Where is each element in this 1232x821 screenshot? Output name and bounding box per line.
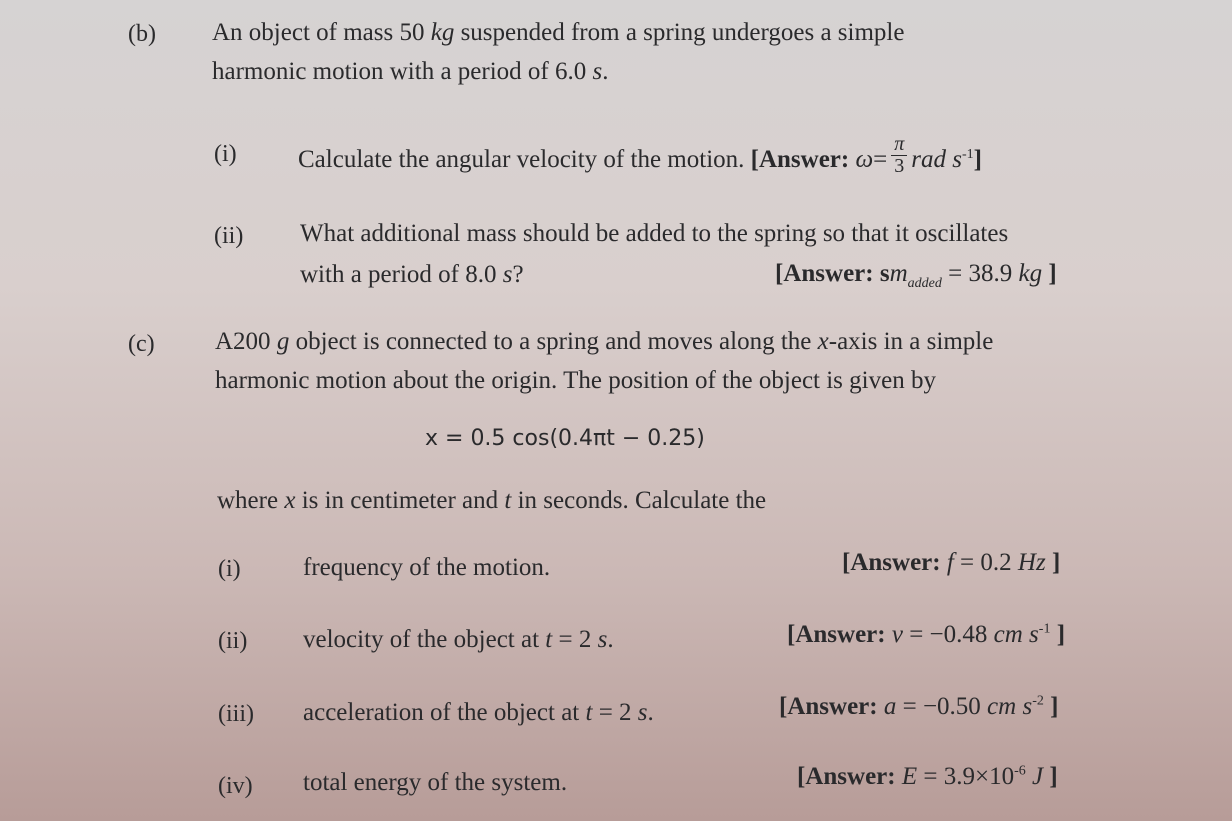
part-c-iv-label: (iv)	[218, 773, 253, 799]
part-c-stem-line2: harmonic motion about the origin. The position of the object is given by	[215, 367, 936, 394]
part-b-stem-line2: harmonic motion with a period of 6.0 s.	[212, 58, 609, 85]
part-c-ii-answer: [Answer: v = −0.48 cm $s^{-1}$ ]	[787, 621, 1066, 648]
part-c-i-question: frequency of the motion.	[303, 554, 551, 581]
part-b-ii-label: (ii)	[214, 223, 244, 249]
part-b-i-label: (i)	[214, 141, 237, 167]
position-equation: x = 0.5 cos(0.4πt − 0.25)	[425, 426, 705, 451]
part-b-i-question: Calculate the angular velocity of the motion. [Answer: ω= $\frac{\pi}{3}$ rad $s^{-1}$]	[298, 133, 982, 177]
part-c-ii-label: (ii)	[218, 628, 248, 654]
part-b-ii-question-line1: What additional mass should be added to the spring so that it oscillates	[300, 220, 1009, 247]
part-c-where-line: where x is in centimeter and t in seconds. Calculate the	[217, 487, 767, 514]
part-b-stem-line1: An object of mass 50 kg suspended from a spring undergoes a simple	[212, 19, 905, 46]
part-c-stem-line1: A200 g object is connected to a spring and moves along the x-axis in a simple	[215, 328, 994, 355]
part-c-iii-label: (iii)	[218, 701, 254, 727]
part-c-iii-answer: [Answer: a = −0.50 cm $s^{-2}$ ]	[779, 693, 1059, 720]
part-b-label: (b)	[128, 21, 156, 47]
part-c-iv-answer: [Answer: $E = 3.9\times 10^{-6}$ J ]	[797, 763, 1058, 790]
part-c-label: (c)	[128, 331, 155, 357]
part-c-iv-question: total energy of the system.	[303, 769, 568, 796]
part-c-ii-question: velocity of the object at t = 2 s.	[303, 626, 614, 653]
part-c-i-label: (i)	[218, 556, 241, 582]
part-c-i-answer: [Answer: f = 0.2 Hz ]	[842, 549, 1061, 576]
part-c-iii-question: acceleration of the object at t = 2 s.	[303, 699, 654, 726]
part-b-ii-answer: [Answer: $sm_{added} = 38.9$ kg ]	[775, 260, 1057, 291]
pi-over-3-fraction: $\frac{\pi}{3}$	[891, 134, 907, 177]
part-b-ii-question-line2: with a period of 8.0 s?	[300, 261, 524, 288]
